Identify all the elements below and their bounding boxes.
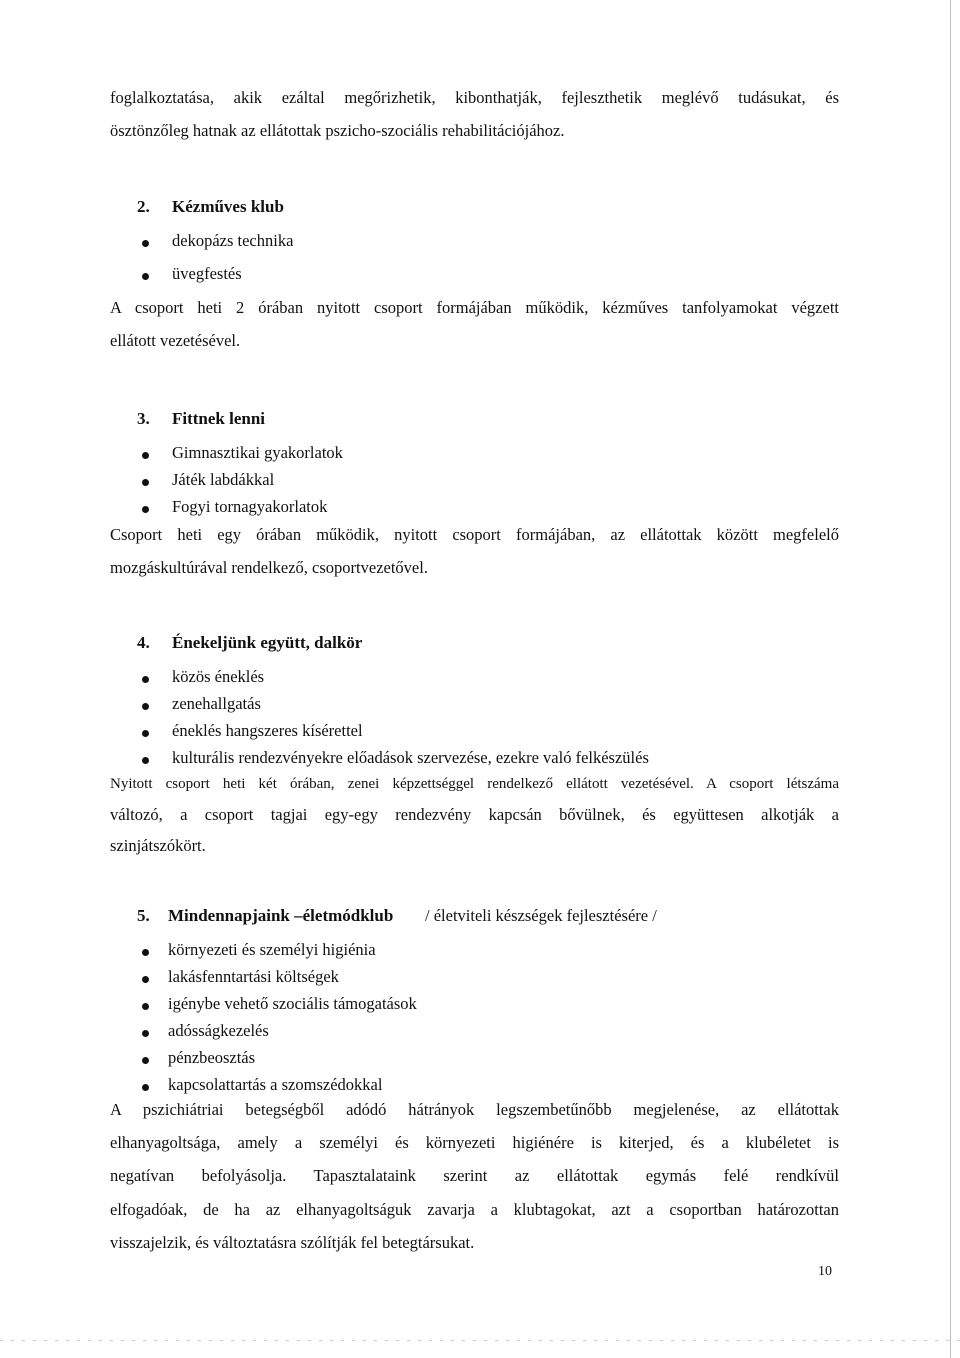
bullet-icon <box>142 479 149 486</box>
section-4-bullet-4: kulturális rendezvényekre előadások szervezése, ezekre való felkészülés <box>172 748 649 767</box>
section-2-desc-2: ellátott vezetésével. <box>110 331 241 350</box>
bullet-icon <box>142 506 149 513</box>
section-4-bullet-2: zenehallgatás <box>172 694 261 713</box>
section-3-title: Fittnek lenni <box>172 409 266 428</box>
section-5-subtitle: / életviteli készségek fejlesztésére / <box>425 906 657 925</box>
bullet-icon <box>142 757 149 764</box>
section-5-bullet-5: pénzbeosztás <box>168 1048 256 1067</box>
section-5-number: 5. <box>137 906 150 925</box>
section-2-bullet-2: üvegfestés <box>172 264 242 283</box>
section-5-desc-4: elfogadóak, de ha az elhanyagoltságuk zavarja a klubtagokat, azt a csoportban határozottan <box>110 1200 839 1219</box>
section-4-bullet-1: közös éneklés <box>172 667 265 686</box>
section-5-bullet-6: kapcsolattartás a szomszédokkal <box>168 1075 383 1094</box>
scan-edge-line <box>950 0 951 1358</box>
scan-bottom-noise <box>0 1340 960 1341</box>
bullet-icon <box>142 1057 149 1064</box>
section-5-bullet-2: lakásfenntartási költségek <box>168 967 339 986</box>
section-4-bullet-3: éneklés hangszeres kísérettel <box>172 721 363 740</box>
section-2-title: Kézműves klub <box>172 197 284 216</box>
section-4-number: 4. <box>137 633 150 652</box>
section-5-desc-2: elhanyagoltsága, amely a személyi és környezeti higiénére is kiterjed, és a klubéletet is <box>110 1133 839 1152</box>
section-3-desc-1: Csoport heti egy órában működik, nyitott csoport formájában, az ellátottak között megfelelő <box>110 525 839 544</box>
bullet-icon <box>142 1003 149 1010</box>
section-5-title: Mindennapjaink –életmódklub <box>168 906 394 925</box>
section-2-number: 2. <box>137 197 150 216</box>
bullet-icon <box>142 949 149 956</box>
section-3-bullet-2: Játék labdákkal <box>172 470 275 489</box>
section-4-desc-1: Nyitott csoport heti két órában, zenei képzettséggel rendelkező ellátott vezetésével. A csoport létszáma <box>110 776 839 792</box>
page-number: 10 <box>818 1264 832 1279</box>
section-3-bullet-1: Gimnasztikai gyakorlatok <box>172 443 343 462</box>
bullet-icon <box>142 703 149 710</box>
section-3-desc-2: mozgáskultúrával rendelkező, csoportvezetővel. <box>110 558 428 577</box>
bullet-icon <box>142 452 149 459</box>
bullet-icon <box>142 273 149 280</box>
section-5-bullet-1: környezeti és személyi higiénia <box>168 940 376 959</box>
section-2-desc-1: A csoport heti 2 órában nyitott csoport formájában működik, kézműves tanfolyamokat végzett <box>110 298 839 317</box>
section-3-number: 3. <box>137 409 150 428</box>
bullet-icon <box>142 240 149 247</box>
section-3-bullet-3: Fogyi tornagyakorlatok <box>172 497 328 516</box>
intro-line-2: ösztönzőleg hatnak az ellátottak pszicho-szociális rehabilitációjához. <box>110 121 565 140</box>
section-4-desc-2: változó, a csoport tagjai egy-egy rendezvény kapcsán bővülnek, és együttesen alkotják a <box>110 805 839 824</box>
section-5-bullet-4: adósságkezelés <box>168 1021 269 1040</box>
bullet-icon <box>142 1030 149 1037</box>
section-4-desc-3: szinjátszókört. <box>110 836 206 855</box>
section-4-title: Énekeljünk együtt, dalkör <box>172 633 363 652</box>
section-5-desc-5: visszajelzik, és változtatásra szólítják fel betegtársukat. <box>110 1233 475 1252</box>
section-5-bullet-3: igénybe vehető szociális támogatások <box>168 994 417 1013</box>
bullet-icon <box>142 730 149 737</box>
intro-line-1: foglalkoztatása, akik ezáltal megőrizhetik, kibonthatják, fejleszthetik meglévő tudásukat, és <box>110 88 839 107</box>
section-5-desc-3: negatívan befolyásolja. Tapasztalataink szerint az ellátottak egymás felé rendkívül <box>110 1166 839 1185</box>
bullet-icon <box>142 1084 149 1091</box>
section-5-desc-1: A pszichiátriai betegségből adódó hátrányok legszembetűnőbb megjelenése, az ellátottak <box>110 1100 839 1119</box>
bullet-icon <box>142 976 149 983</box>
bullet-icon <box>142 676 149 683</box>
section-2-bullet-1: dekopázs technika <box>172 231 294 250</box>
